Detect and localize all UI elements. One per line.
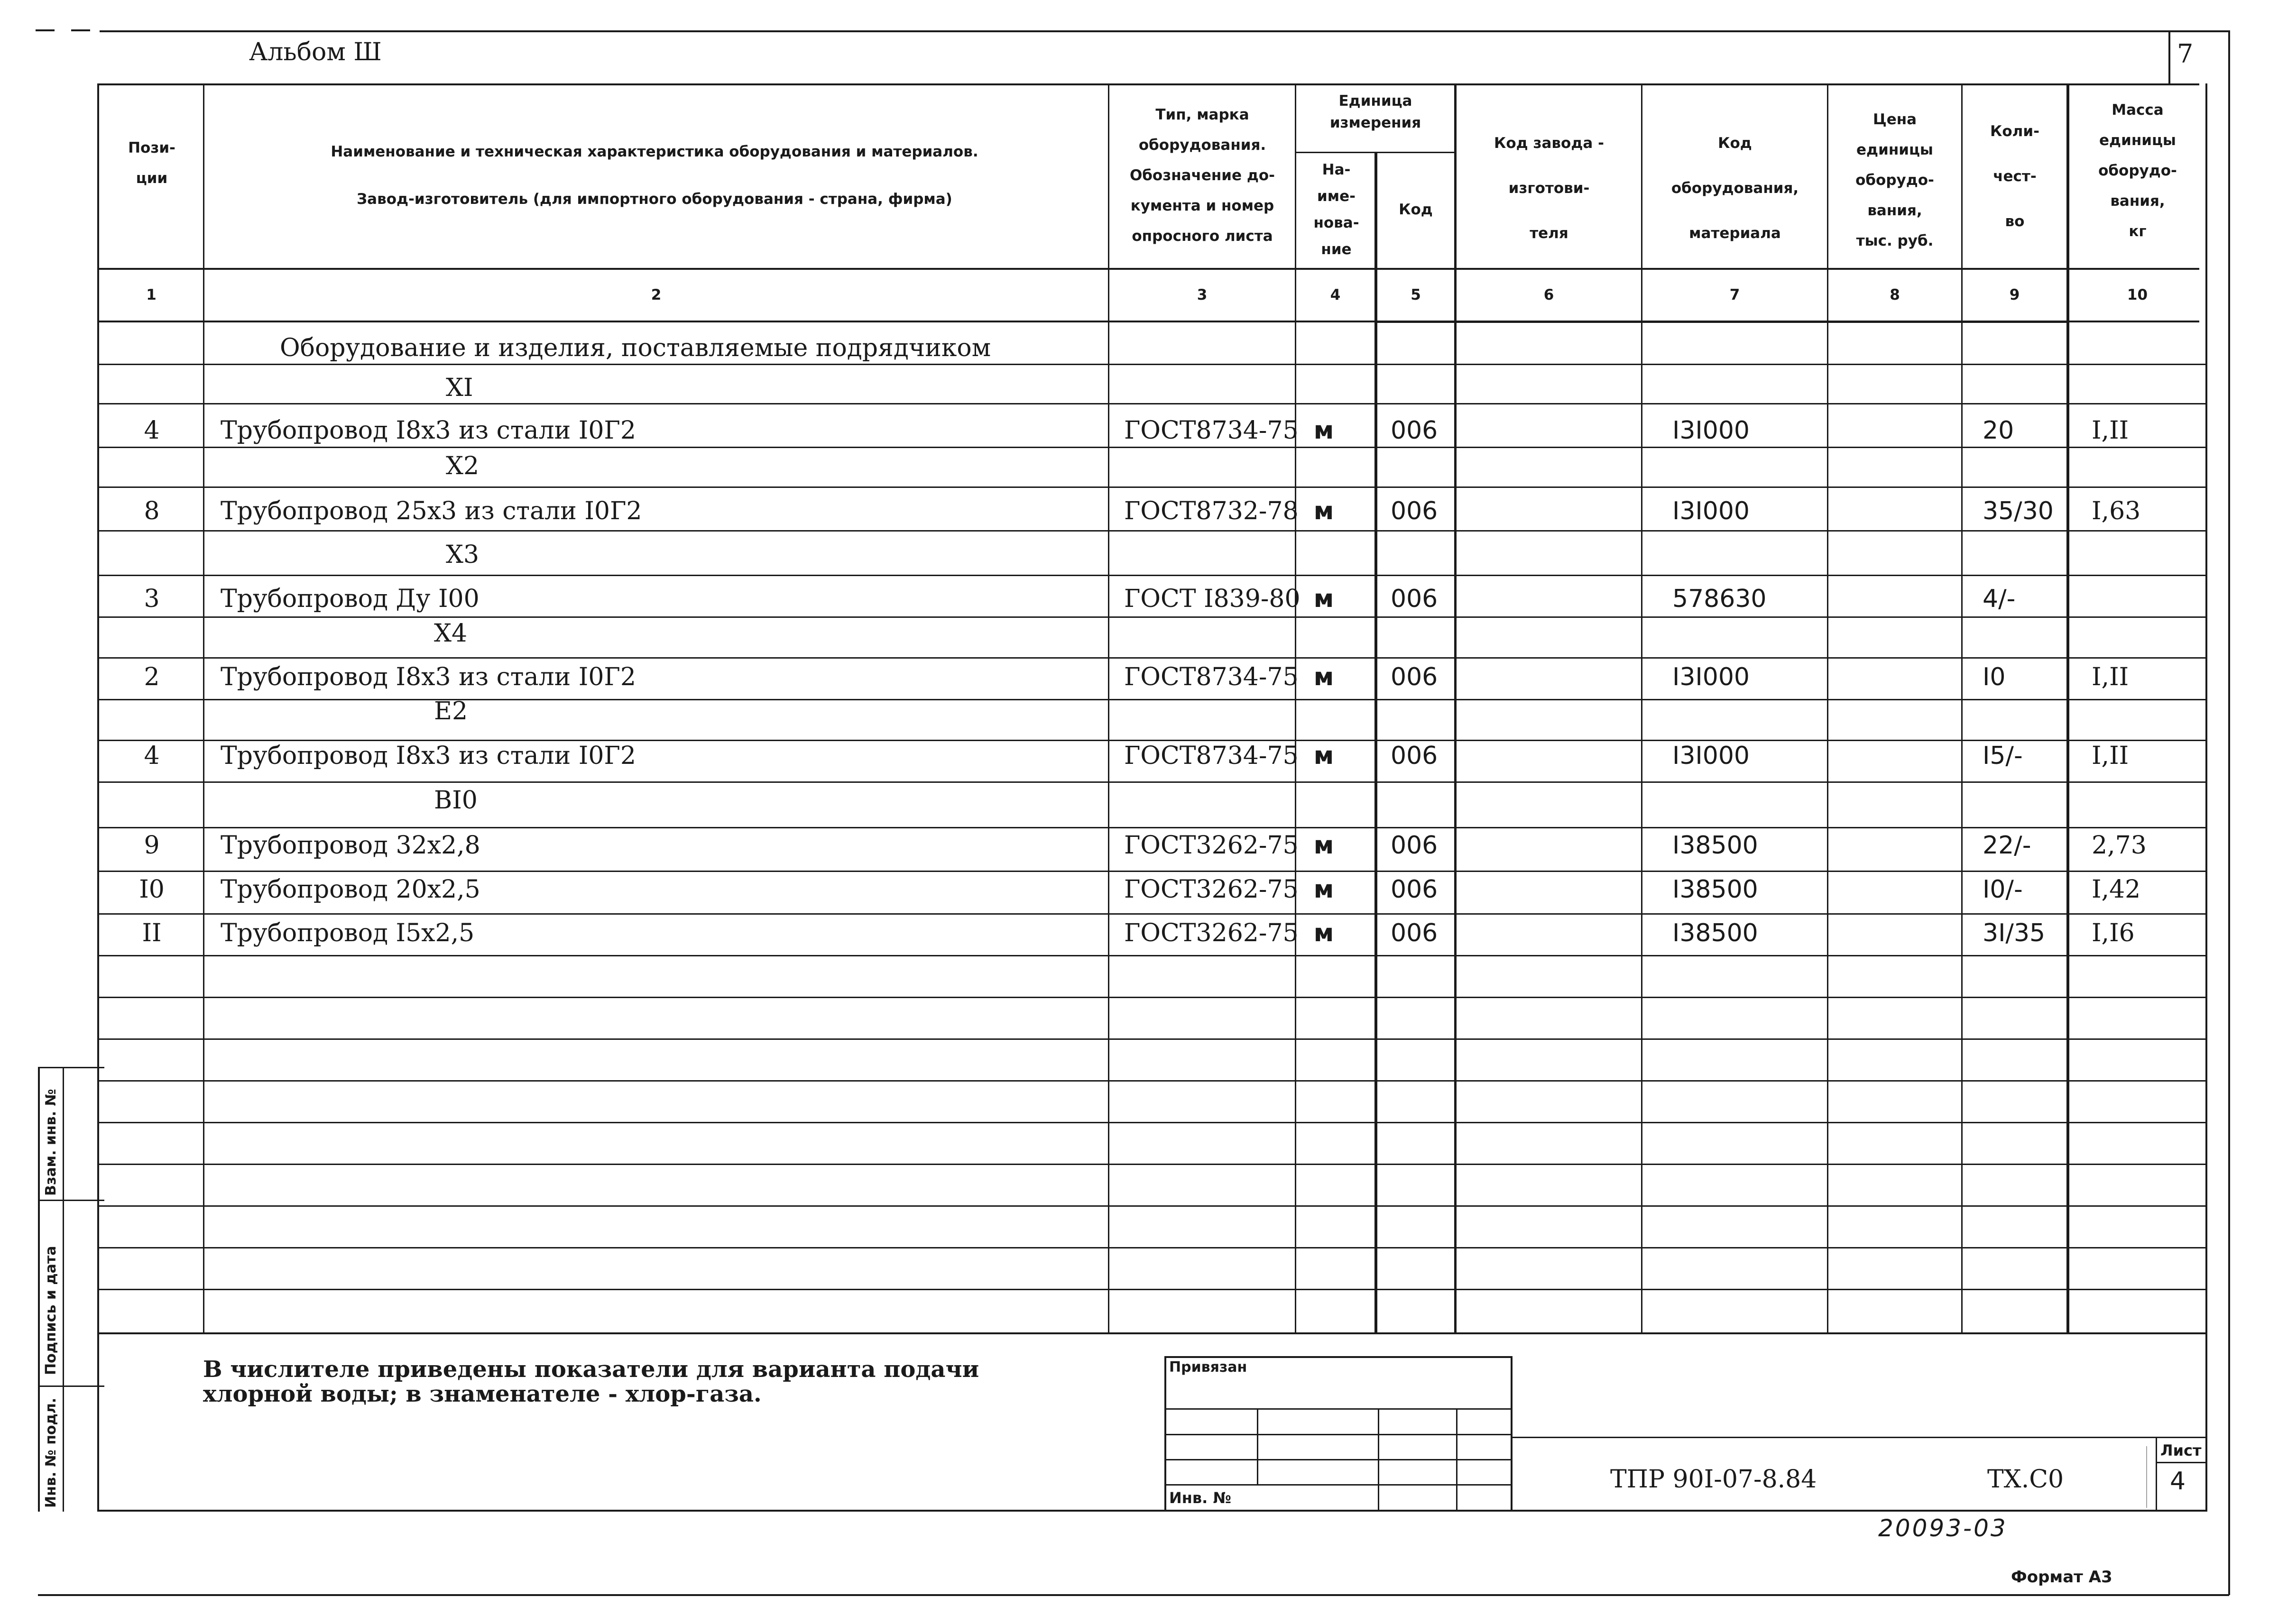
stamp-inv-label: Инв. № — [1169, 1489, 1231, 1507]
cell-mass: I,I6 — [2092, 919, 2135, 947]
cell-type: ГОСТ8734-75 — [1124, 663, 1299, 691]
cell-unit: м — [1313, 497, 1334, 525]
cell-type: ГОСТ3262-75 — [1124, 919, 1299, 947]
cell-name: Трубопровод 20x2,5 — [221, 875, 480, 904]
cell-code: I3I000 — [1672, 663, 1750, 691]
cell-name: E2 — [434, 697, 468, 725]
cell-mass: 2,73 — [2092, 831, 2147, 860]
table-row — [100, 443, 2158, 486]
cell-unit: м — [1313, 919, 1334, 947]
table-row — [100, 778, 2158, 820]
document-code: ТХ.С0 — [1987, 1465, 2064, 1494]
cell-qty: 3I/35 — [1983, 919, 2046, 947]
table-row — [100, 488, 2158, 531]
cell-name: Трубопровод I5x2,5 — [221, 919, 475, 947]
table-row — [100, 532, 2158, 575]
page-number-box-left — [2168, 30, 2170, 83]
cell-mass: I,II — [2092, 663, 2129, 691]
cell-mass: I,63 — [2092, 497, 2141, 525]
colnum-10: 10 — [2127, 286, 2148, 303]
frame-left — [97, 83, 99, 1512]
cell-name: X2 — [446, 452, 480, 480]
cell-name: Трубопровод I8x3 из стали I0Г2 — [221, 416, 636, 445]
cell-unit: м — [1313, 585, 1334, 613]
header-code: Код оборудования, материала — [1671, 135, 1799, 242]
cell-name: Трубопровод 32x2,8 — [221, 831, 480, 860]
cell-name: Трубопровод Ду I00 — [221, 585, 480, 613]
cell-unit: м — [1313, 416, 1334, 445]
cell-name: Трубопровод 25x3 из стали I0Г2 — [221, 497, 642, 525]
header-qty: Коли- чест- во — [1990, 123, 2039, 230]
cell-qty: 4/- — [1983, 585, 2016, 613]
side-label-signature-date: Подпись и дата — [43, 1246, 59, 1375]
cell-qty: I0 — [1983, 663, 2006, 691]
top-left-dash — [36, 29, 55, 31]
cell-mass: I,42 — [2092, 875, 2141, 904]
colnum-2: 2 — [651, 286, 662, 303]
document-designation: ТПР 90I-07-8.84 — [1610, 1465, 1817, 1494]
cell-code: I3I000 — [1672, 416, 1750, 445]
table-top — [97, 83, 2199, 85]
cell-name: Трубопровод I8x3 из стали I0Г2 — [221, 663, 636, 691]
cell-pos: II — [142, 919, 162, 947]
colnum-9: 9 — [2009, 286, 2020, 303]
bottom-border — [38, 1594, 2229, 1596]
cell-unit: м — [1313, 742, 1334, 770]
cell-qty: 22/- — [1983, 831, 2031, 860]
cell-name: BI0 — [434, 786, 478, 815]
colnum-5: 5 — [1411, 286, 1421, 303]
cell-qty: 35/30 — [1983, 497, 2054, 525]
cell-unit: м — [1313, 831, 1334, 860]
table-row — [100, 733, 2158, 776]
cell-pos: 8 — [144, 497, 160, 525]
table-row — [100, 325, 2158, 368]
cell-unit-code: 006 — [1391, 416, 1438, 445]
header-unit-name: На- име- нова- ние — [1313, 161, 1359, 258]
header-type: Тип, марка оборудования. Обозначение до- кумента и номер опросного листа — [1129, 106, 1275, 245]
cell-unit-code: 006 — [1391, 663, 1438, 691]
sheet-number: 4 — [2170, 1467, 2186, 1496]
cell-qty: 20 — [1983, 416, 2014, 445]
cell-pos: 4 — [144, 742, 160, 770]
cell-code: 578630 — [1672, 585, 1767, 613]
cell-code: I3I000 — [1672, 497, 1750, 525]
table-row — [100, 611, 2158, 653]
cell-mass: I,II — [2092, 416, 2129, 445]
cell-unit-code: 006 — [1391, 585, 1438, 613]
cell-pos: 3 — [144, 585, 160, 613]
cell-unit-code: 006 — [1391, 875, 1438, 904]
bold-box-top — [1375, 321, 2068, 323]
cell-unit-code: 006 — [1391, 831, 1438, 860]
page-number: 7 — [2177, 39, 2194, 69]
table-row — [100, 910, 2158, 953]
cell-unit-code: 006 — [1391, 742, 1438, 770]
header-name: Наименование и техническая характеристика оборудования и материалов. Завод-изготовитель (для импортного оборудования - страна, фирма) — [331, 143, 978, 208]
cell-type: ГОСТ I839-80 — [1124, 585, 1301, 613]
format-label: Формат А3 — [2011, 1568, 2112, 1587]
cell-name: X3 — [446, 541, 480, 569]
cell-name: Трубопровод I8x3 из стали I0Г2 — [221, 742, 636, 770]
cell-unit-code: 006 — [1391, 919, 1438, 947]
cell-type: ГОСТ3262-75 — [1124, 831, 1299, 860]
colnum-3: 3 — [1197, 286, 1208, 303]
header-unit-group: Единица измерения — [1329, 92, 1421, 131]
table-header-bottom — [97, 268, 2199, 270]
cell-code: I3I000 — [1672, 742, 1750, 770]
header-price: Цена единицы оборудо- вания, тыс. руб. — [1855, 111, 1934, 249]
frame-right — [2205, 83, 2207, 1512]
table-row — [100, 823, 2158, 865]
table-bottom — [97, 1332, 2207, 1334]
table-row — [100, 688, 2158, 731]
frame-bottom — [97, 1510, 2207, 1512]
cell-pos: 4 — [144, 416, 160, 445]
cell-qty: I0/- — [1983, 875, 2023, 904]
side-label-replace-inv: Взам. инв. № — [43, 1089, 59, 1196]
footnote: В числителе приведены показатели для варианта подачи хлорной воды; в знаменателе - хлор-газа. — [203, 1356, 979, 1407]
colnum-8: 8 — [1890, 286, 1900, 303]
cell-type: ГОСТ8734-75 — [1124, 416, 1299, 445]
cell-unit: м — [1313, 663, 1334, 691]
cell-code: I38500 — [1672, 831, 1758, 860]
header-factory: Код завода - изготови- теля — [1494, 135, 1604, 242]
sheet-label: Лист — [2160, 1441, 2202, 1459]
top-border — [100, 30, 2229, 32]
table-row — [100, 867, 2158, 909]
album-label: Альбом Ш — [249, 38, 382, 66]
cell-name: X4 — [434, 619, 468, 648]
cell-unit: м — [1313, 875, 1334, 904]
cell-pos: 9 — [144, 831, 160, 860]
cell-type: ГОСТ8732-78 — [1124, 497, 1299, 525]
sheet-right-border — [2228, 30, 2230, 1595]
colnum-1: 1 — [146, 286, 157, 303]
cell-name: XI — [446, 374, 473, 402]
colnum-6: 6 — [1543, 286, 1554, 303]
cell-unit-code: 006 — [1391, 497, 1438, 525]
header-unit-code: Код — [1399, 201, 1433, 218]
cell-code: I38500 — [1672, 875, 1758, 904]
stamp-tied-label: Привязан — [1169, 1359, 1247, 1376]
cell-qty: I5/- — [1983, 742, 2023, 770]
header-mass: Масса единицы оборудо- вания, кг — [2098, 101, 2177, 240]
cell-type: ГОСТ8734-75 — [1124, 742, 1299, 770]
cell-name: Оборудование и изделия, поставляемые подрядчиком — [280, 334, 991, 362]
cell-mass: I,II — [2092, 742, 2129, 770]
cell-pos: 2 — [144, 663, 160, 691]
colnum-7: 7 — [1729, 286, 1740, 303]
side-label-original-inv: Инв. № подл. — [43, 1397, 59, 1508]
top-left-dash-2 — [71, 29, 90, 31]
cell-pos: I0 — [139, 875, 165, 904]
handwritten-number: 20093-03 — [1878, 1514, 2008, 1542]
table-row — [100, 365, 2158, 408]
cell-code: I38500 — [1672, 919, 1758, 947]
cell-type: ГОСТ3262-75 — [1124, 875, 1299, 904]
colnum-4: 4 — [1330, 286, 1341, 303]
header-position: Пози- ции — [128, 139, 175, 187]
